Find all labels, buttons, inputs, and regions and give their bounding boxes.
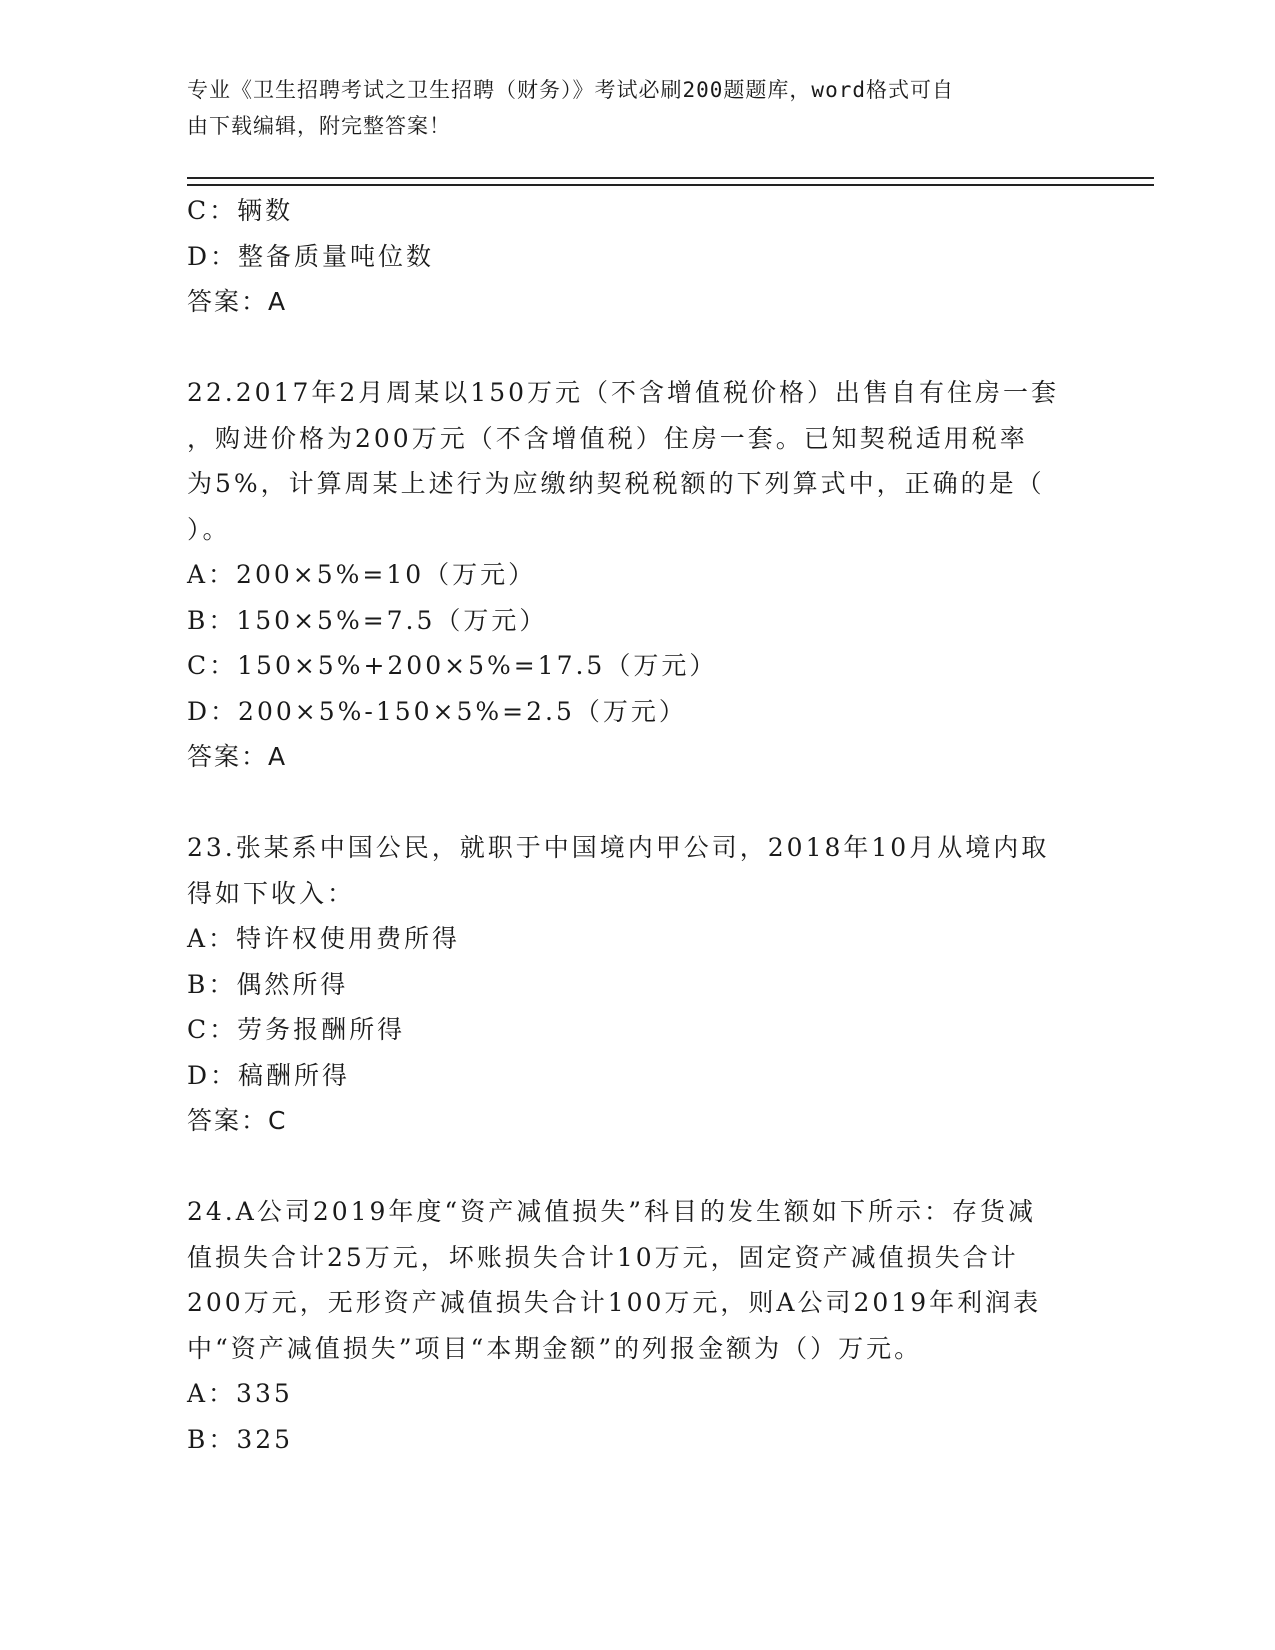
option-c: C：劳务报酬所得 [187, 1015, 406, 1044]
question-24-text: 200万元，无形资产减值损失合计100万元，则A公司2019年利润表 [187, 1288, 1042, 1317]
spacer [187, 780, 1107, 826]
question-23-text: 得如下收入： [187, 878, 356, 908]
question-24-text: 中“资产减值损失”项目“本期金额”的列报金额为（）万元。 [187, 1333, 923, 1363]
question-22-text: 22.2017年2月周某以150万元（不含增值税价格）出售自有住房一套 [187, 378, 1060, 407]
header-divider-bottom [187, 184, 1154, 186]
answer-line: 答案：A [187, 742, 288, 771]
question-content [187, 188, 1107, 1462]
question-22-text: ，购进价格为200万元（不含增值税）住房一套。已知契税适用税率 [187, 423, 1028, 453]
header-divider-top [187, 177, 1154, 179]
option-c: C：辆数 [187, 196, 294, 225]
spacer [187, 325, 1107, 371]
option-d: D：稿酬所得 [187, 1060, 351, 1090]
document-header [187, 72, 1087, 144]
answer-line: 答案：A [187, 287, 288, 316]
question-24-text: 值损失合计25万元，坏账损失合计10万元，固定资产减值损失合计 [187, 1242, 1019, 1272]
answer-line: 答案：C [187, 1106, 288, 1135]
option-b: B：150×5%=7.5（万元） [187, 605, 548, 635]
option-d: D：整备质量吨位数 [187, 241, 435, 271]
question-22-text: 为5%，计算周某上述行为应缴纳契税税额的下列算式中，正确的是（ [187, 469, 1045, 498]
option-d: D：200×5%-150×5%=2.5（万元） [187, 696, 687, 726]
option-b: B：325 [187, 1424, 294, 1454]
option-b: B：偶然所得 [187, 969, 349, 999]
option-a: A：335 [187, 1379, 293, 1408]
option-c: C：150×5%+200×5%=17.5（万元） [187, 651, 718, 680]
question-23-text: 23.张某系中国公民，就职于中国境内甲公司，2018年10月从境内取 [187, 833, 1050, 862]
question-22-text: ）。 [187, 514, 231, 544]
question-24-text: 24.A公司2019年度“资产减值损失”科目的发生额如下所示：存货减 [187, 1197, 1036, 1226]
header-line: 专业《卫生招聘考试之卫生招聘（财务）》考试必刷200题题库，word格式可自 [187, 78, 954, 102]
option-a: A：200×5%=10（万元） [187, 560, 537, 589]
option-a: A：特许权使用费所得 [187, 924, 461, 953]
header-line: 由下载编辑，附完整答案！ [187, 114, 451, 138]
spacer [187, 1144, 1107, 1190]
